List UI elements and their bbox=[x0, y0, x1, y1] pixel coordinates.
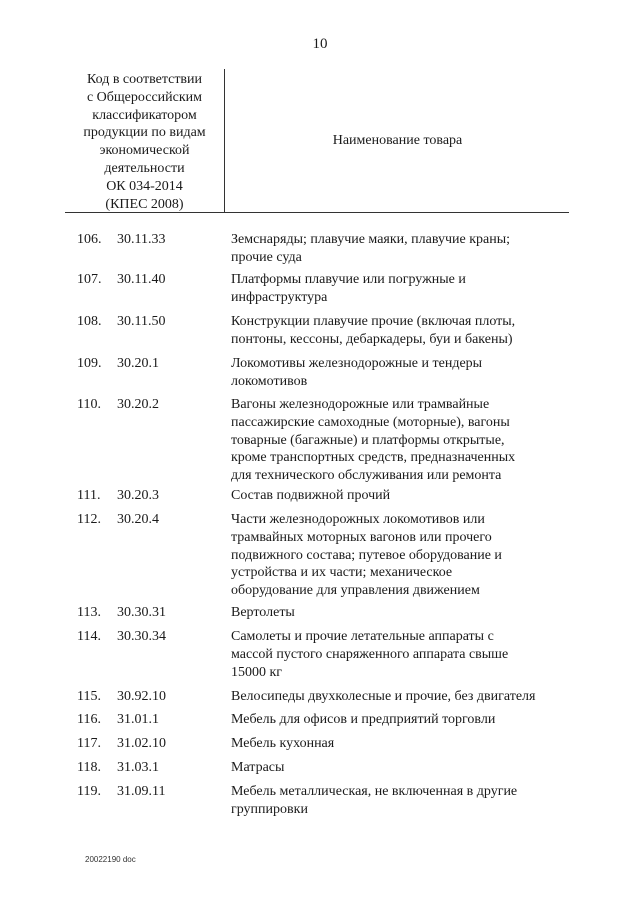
row-number: 115. bbox=[77, 689, 101, 704]
row-name bbox=[231, 511, 571, 600]
row-code: 30.11.40 bbox=[117, 272, 166, 287]
row-name bbox=[231, 628, 571, 681]
row-number: 109. bbox=[77, 356, 102, 371]
row-name-line: понтоны, кессоны, дебаркадеры, буи и бакены) bbox=[231, 331, 513, 347]
row-code: 31.09.11 bbox=[117, 784, 166, 799]
row-name-line: локомотивов bbox=[231, 373, 308, 389]
row-code: 30.20.3 bbox=[117, 488, 159, 503]
row-name bbox=[231, 604, 571, 622]
row-name-line: Мебель металлическая, не включенная в другие bbox=[231, 784, 518, 799]
row-name bbox=[231, 759, 571, 777]
footer-doc-id: 20022190 doc bbox=[85, 855, 136, 864]
row-code: 30.30.31 bbox=[117, 605, 166, 620]
row-code: 30.20.1 bbox=[117, 356, 159, 371]
row-name-line: Состав подвижной прочий bbox=[231, 488, 391, 503]
header-code-line: ОК 034-2014 bbox=[106, 178, 183, 194]
row-name-line: Мебель для офисов и предприятий торговли bbox=[231, 712, 496, 727]
row-name-line: для технического обслуживания или ремонта bbox=[231, 468, 502, 484]
row-name bbox=[231, 487, 571, 505]
header-name-column: Наименование товара bbox=[332, 132, 463, 148]
row-name-line: инфраструктура bbox=[231, 289, 328, 305]
header-code-line: Код в соответствии bbox=[86, 72, 203, 87]
row-number: 112. bbox=[77, 512, 101, 527]
row-code: 30.30.34 bbox=[117, 629, 166, 644]
row-name-line: массой пустого снаряженного аппарата свыше bbox=[231, 646, 509, 662]
row-number: 118. bbox=[77, 760, 101, 775]
row-name-line: трамвайных моторных вагонов или прочего bbox=[231, 529, 492, 545]
row-name bbox=[231, 735, 571, 753]
page-number: 10 bbox=[312, 36, 328, 52]
table-header bbox=[65, 69, 569, 213]
row-name-line: Земснаряды; плавучие маяки, плавучие краны; bbox=[231, 232, 511, 247]
row-code: 30.20.4 bbox=[117, 512, 159, 527]
row-name-line: Локомотивы железнодорожные и тендеры bbox=[231, 356, 483, 371]
row-number: 107. bbox=[77, 272, 102, 287]
row-name-line: Конструкции плавучие прочие (включая плоты, bbox=[231, 314, 516, 329]
row-code: 31.01.1 bbox=[117, 712, 159, 727]
row-name-line: оборудование для управления движением bbox=[231, 583, 480, 599]
row-name-line: Платформы плавучие или погружные и bbox=[231, 272, 466, 287]
row-name bbox=[231, 396, 571, 485]
row-name bbox=[231, 688, 571, 706]
row-code: 31.02.10 bbox=[117, 736, 166, 751]
row-name-line: устройства и их части; механическое bbox=[231, 565, 453, 581]
row-name-line: 15000 кг bbox=[231, 664, 283, 680]
row-number: 110. bbox=[77, 397, 101, 412]
row-number: 113. bbox=[77, 605, 101, 620]
row-code: 30.20.2 bbox=[117, 397, 159, 412]
header-code-line: с Общероссийским bbox=[86, 89, 203, 105]
row-name bbox=[231, 711, 571, 729]
row-number: 106. bbox=[77, 232, 102, 247]
row-name-line: товарные (багажные) и платформы открытые, bbox=[231, 432, 505, 448]
row-name-line: пассажирские самоходные (моторные), вагоны bbox=[231, 414, 510, 430]
row-name-line: прочие суда bbox=[231, 249, 302, 265]
row-name-line: группировки bbox=[231, 801, 308, 817]
row-name-line: Самолеты и прочие летательные аппараты с bbox=[231, 629, 494, 644]
row-number: 117. bbox=[77, 736, 101, 751]
row-name bbox=[231, 231, 571, 267]
row-number: 114. bbox=[77, 629, 101, 644]
header-code-line: классификатором bbox=[92, 107, 197, 123]
row-number: 119. bbox=[77, 784, 101, 799]
row-name-line: Вагоны железнодорожные или трамвайные bbox=[231, 397, 490, 412]
header-code-line: экономической bbox=[99, 143, 190, 159]
row-name-line: кроме транспортных средств, предназначенных bbox=[231, 450, 516, 466]
row-code: 30.92.10 bbox=[117, 689, 166, 704]
row-name bbox=[231, 355, 571, 391]
row-number: 116. bbox=[77, 712, 101, 727]
row-name-line: Велосипеды двухколесные и прочие, без двигателя bbox=[231, 689, 536, 704]
row-code: 30.11.33 bbox=[117, 232, 166, 247]
header-code-line: деятельности bbox=[104, 160, 185, 176]
row-name-line: Вертолеты bbox=[231, 605, 295, 620]
row-name bbox=[231, 271, 571, 307]
header-code-line: продукции по видам bbox=[83, 125, 206, 141]
row-number: 108. bbox=[77, 314, 102, 329]
row-name bbox=[231, 783, 571, 819]
row-name-line: Матрасы bbox=[231, 760, 285, 775]
row-name-line: Части железнодорожных локомотивов или bbox=[231, 512, 485, 527]
row-name bbox=[231, 313, 571, 349]
row-name-line: подвижного состава; путевое оборудование и bbox=[231, 547, 502, 563]
header-code-column bbox=[65, 69, 225, 212]
header-code-line: (КПЕС 2008) bbox=[105, 196, 184, 212]
row-code: 30.11.50 bbox=[117, 314, 166, 329]
row-number: 111. bbox=[77, 488, 101, 503]
row-code: 31.03.1 bbox=[117, 760, 159, 775]
row-name-line: Мебель кухонная bbox=[231, 736, 335, 751]
